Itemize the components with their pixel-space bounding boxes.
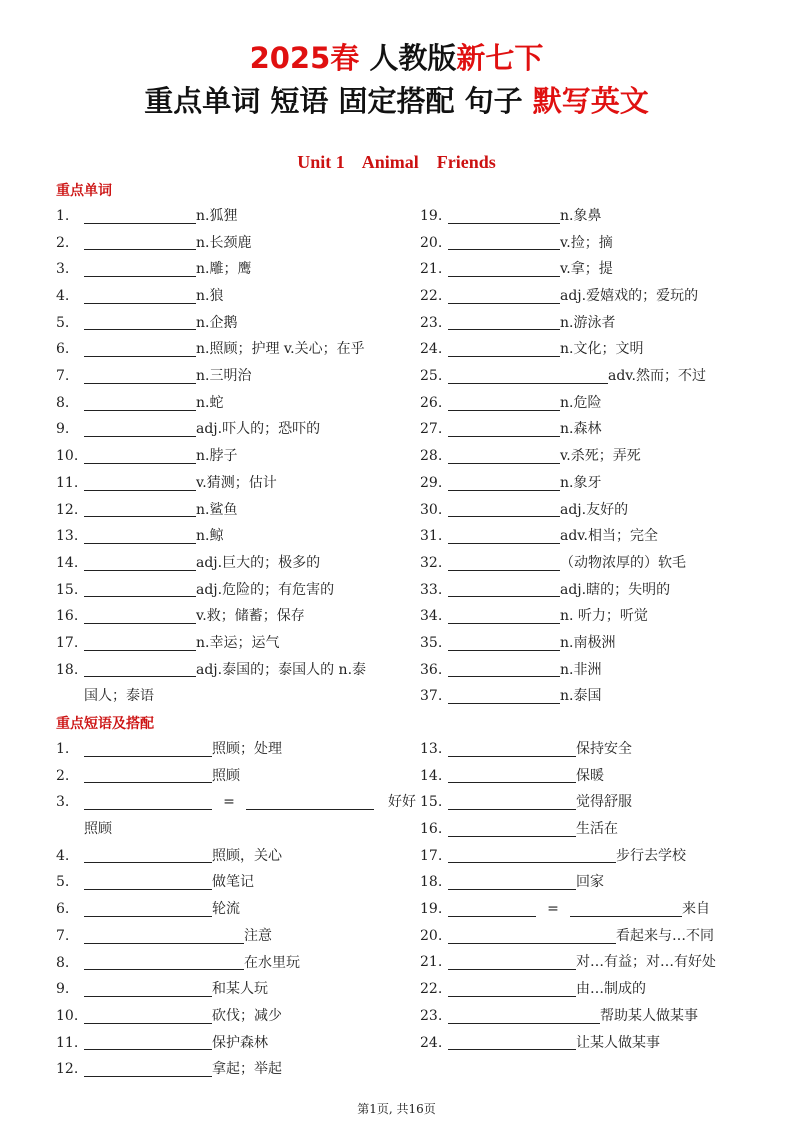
item-meaning: 保持安全 bbox=[576, 740, 632, 757]
item-meaning: n.雕；鹰 bbox=[196, 261, 252, 278]
answer-blank[interactable] bbox=[448, 207, 560, 224]
answer-blank[interactable] bbox=[84, 420, 196, 437]
item-meaning: 轮流 bbox=[212, 901, 240, 918]
words-right-column bbox=[420, 203, 780, 710]
answer-blank[interactable] bbox=[448, 420, 560, 437]
item-number: 12. bbox=[56, 1061, 79, 1078]
item-meaning: n. 听力；听觉 bbox=[560, 608, 648, 625]
item-meaning: 看起来与…不同 bbox=[616, 927, 714, 944]
item-meaning: n.脖子 bbox=[196, 448, 238, 465]
answer-blank[interactable] bbox=[84, 500, 196, 517]
item-meaning: 对…有益；对…有好处 bbox=[576, 954, 716, 971]
answer-blank[interactable] bbox=[84, 394, 196, 411]
item-number: 10. bbox=[56, 448, 79, 465]
answer-blank[interactable] bbox=[84, 580, 196, 597]
exercise-item bbox=[56, 869, 416, 896]
item-number: 2. bbox=[56, 234, 70, 251]
item-meaning: 照顾，关心 bbox=[212, 847, 282, 864]
exercise-item bbox=[56, 497, 416, 524]
item-meaning: n.南极洲 bbox=[560, 634, 616, 651]
item-number: 31. bbox=[420, 528, 443, 545]
answer-blank[interactable] bbox=[84, 367, 196, 384]
item-number: 34. bbox=[420, 608, 443, 625]
item-meaning: 砍伐；减少 bbox=[212, 1007, 282, 1024]
exercise-item bbox=[56, 203, 416, 230]
item-number: 16. bbox=[420, 821, 443, 838]
answer-blank[interactable] bbox=[448, 846, 616, 863]
exercise-item bbox=[420, 736, 780, 763]
answer-blank[interactable] bbox=[448, 394, 560, 411]
item-meaning: n.三明治 bbox=[196, 368, 252, 385]
item-meaning: n.象鼻 bbox=[560, 207, 602, 224]
exercise-item bbox=[56, 763, 416, 790]
item-number: 17. bbox=[420, 847, 443, 864]
item-meaning: adj.危险的；有危害的 bbox=[196, 581, 335, 598]
exercise-item bbox=[56, 923, 416, 950]
item-number: 13. bbox=[420, 740, 443, 757]
item-meaning: 保护森林 bbox=[212, 1034, 268, 1051]
exercise-item bbox=[420, 950, 780, 977]
exercise-item bbox=[420, 789, 780, 816]
exercise-item bbox=[420, 630, 780, 657]
item-meaning: n.象牙 bbox=[560, 474, 602, 491]
answer-blank[interactable] bbox=[448, 500, 560, 517]
item-number: 20. bbox=[420, 927, 443, 944]
item-meaning-continuation: 国人；泰语 bbox=[84, 688, 154, 705]
answer-blank[interactable] bbox=[84, 980, 212, 997]
item-meaning: n.幸运；运气 bbox=[196, 634, 280, 651]
title-line-2 bbox=[0, 82, 793, 120]
exercise-item bbox=[420, 283, 780, 310]
item-meaning: 好好 bbox=[388, 794, 416, 811]
exercise-item bbox=[56, 950, 416, 977]
exercise-item bbox=[56, 363, 416, 390]
answer-blank[interactable] bbox=[448, 233, 560, 250]
item-meaning: 生活在 bbox=[576, 821, 618, 838]
item-number: 1. bbox=[56, 207, 70, 224]
exercise-item bbox=[56, 256, 416, 283]
item-number: 20. bbox=[420, 234, 443, 251]
item-meaning: n.蛇 bbox=[196, 394, 224, 411]
answer-blank[interactable] bbox=[84, 793, 212, 810]
answer-blank[interactable] bbox=[448, 687, 560, 704]
item-meaning: n.文化；文明 bbox=[560, 341, 644, 358]
item-meaning: （动物浓厚的）软毛 bbox=[560, 554, 686, 571]
answer-blank[interactable] bbox=[84, 554, 196, 571]
exercise-item bbox=[420, 683, 780, 710]
item-meaning: adj.巨大的；极多的 bbox=[196, 554, 321, 571]
answer-blank[interactable] bbox=[448, 447, 560, 464]
item-number: 5. bbox=[56, 314, 70, 331]
item-number: 19. bbox=[420, 901, 443, 918]
exercise-item bbox=[56, 577, 416, 604]
exercise-item bbox=[420, 763, 780, 790]
exercise-item bbox=[420, 657, 780, 684]
answer-blank[interactable] bbox=[84, 900, 212, 917]
item-meaning: adj.爱嬉戏的；爱玩的 bbox=[560, 288, 699, 305]
answer-blank[interactable] bbox=[448, 634, 560, 651]
exercise-item bbox=[56, 470, 416, 497]
item-number: 23. bbox=[420, 314, 443, 331]
exercise-item bbox=[420, 869, 780, 896]
exercise-item bbox=[420, 523, 780, 550]
exercise-item bbox=[56, 1003, 416, 1030]
exercise-item bbox=[420, 230, 780, 257]
item-number: 1. bbox=[56, 740, 70, 757]
item-number: 11. bbox=[56, 1034, 79, 1051]
answer-blank[interactable] bbox=[448, 367, 608, 384]
item-meaning: 注意 bbox=[244, 927, 272, 944]
unit-title: Unit 1 Animal Friends bbox=[297, 152, 496, 172]
item-meaning: 觉得舒服 bbox=[576, 794, 632, 811]
title-segment: 默写英文 bbox=[532, 84, 649, 118]
item-number: 36. bbox=[420, 661, 443, 678]
exercise-item bbox=[56, 1056, 416, 1083]
exercise-item bbox=[420, 336, 780, 363]
phrases-left-column bbox=[56, 736, 416, 1083]
item-number: 5. bbox=[56, 874, 70, 891]
answer-blank[interactable] bbox=[84, 846, 212, 863]
item-number: 12. bbox=[56, 501, 79, 518]
item-meaning: 来自 bbox=[682, 901, 710, 918]
item-meaning: 由…制成的 bbox=[576, 981, 646, 998]
item-meaning: n.游泳者 bbox=[560, 314, 616, 331]
answer-blank[interactable] bbox=[448, 1007, 600, 1024]
item-number: 24. bbox=[420, 341, 443, 358]
item-number: 14. bbox=[420, 767, 443, 784]
answer-blank[interactable] bbox=[84, 1007, 212, 1024]
answer-blank[interactable] bbox=[84, 740, 212, 757]
answer-blank[interactable] bbox=[448, 260, 560, 277]
item-number: 23. bbox=[420, 1007, 443, 1024]
exercise-item bbox=[420, 310, 780, 337]
answer-blank[interactable] bbox=[448, 554, 560, 571]
item-number: 4. bbox=[56, 288, 70, 305]
item-number: 16. bbox=[56, 608, 79, 625]
exercise-item bbox=[420, 256, 780, 283]
answer-blank[interactable] bbox=[448, 927, 616, 944]
exercise-item bbox=[420, 816, 780, 843]
exercise-item bbox=[56, 976, 416, 1003]
exercise-item bbox=[420, 390, 780, 417]
item-meaning: 拿起；举起 bbox=[212, 1061, 282, 1078]
item-number: 7. bbox=[56, 927, 70, 944]
exercise-item bbox=[56, 336, 416, 363]
words-left-column bbox=[56, 203, 416, 710]
item-number: 32. bbox=[420, 554, 443, 571]
answer-blank[interactable] bbox=[448, 900, 536, 917]
title-line-1 bbox=[0, 40, 793, 76]
item-number: 28. bbox=[420, 448, 443, 465]
item-number: 22. bbox=[420, 981, 443, 998]
answer-blank[interactable] bbox=[448, 607, 560, 624]
answer-blank[interactable] bbox=[84, 207, 196, 224]
title-segment: 2025春 bbox=[249, 41, 370, 75]
item-number: 10. bbox=[56, 1007, 79, 1024]
exercise-item bbox=[56, 230, 416, 257]
exercise-item bbox=[420, 1003, 780, 1030]
item-number: 3. bbox=[56, 261, 70, 278]
exercise-item bbox=[420, 443, 780, 470]
exercise-item bbox=[56, 1030, 416, 1057]
answer-blank[interactable] bbox=[84, 313, 196, 330]
item-number: 25. bbox=[420, 368, 443, 385]
item-meaning: 照顾；处理 bbox=[212, 740, 282, 757]
exercise-item bbox=[420, 363, 780, 390]
exercise-item bbox=[420, 843, 780, 870]
answer-blank[interactable] bbox=[84, 873, 212, 890]
item-meaning: n.狼 bbox=[196, 288, 224, 305]
item-number: 8. bbox=[56, 394, 70, 411]
answer-blank[interactable] bbox=[84, 953, 244, 970]
item-number: 22. bbox=[420, 288, 443, 305]
exercise-item bbox=[56, 523, 416, 550]
exercise-item bbox=[420, 976, 780, 1003]
answer-blank[interactable] bbox=[570, 900, 682, 917]
exercise-item bbox=[56, 630, 416, 657]
item-meaning: n.森林 bbox=[560, 421, 602, 438]
answer-blank[interactable] bbox=[84, 660, 196, 677]
item-meaning: n.鲨鱼 bbox=[196, 501, 238, 518]
item-number: 11. bbox=[56, 474, 79, 491]
item-meaning: adj.吓人的；恐吓的 bbox=[196, 421, 321, 438]
answer-blank[interactable] bbox=[448, 660, 560, 677]
item-meaning: 保暖 bbox=[576, 767, 604, 784]
item-meaning: adj.瞎的；失明的 bbox=[560, 581, 671, 598]
answer-blank[interactable] bbox=[448, 340, 560, 357]
answer-blank[interactable] bbox=[246, 793, 374, 810]
item-meaning: n.照顾；护理 v.关心；在乎 bbox=[196, 341, 365, 358]
exercise-item bbox=[420, 577, 780, 604]
answer-blank[interactable] bbox=[84, 260, 196, 277]
exercise-item bbox=[420, 550, 780, 577]
item-number: 26. bbox=[420, 394, 443, 411]
item-meaning: n.鲸 bbox=[196, 528, 224, 545]
item-meaning: v.杀死；弄死 bbox=[560, 448, 641, 465]
item-number: 30. bbox=[420, 501, 443, 518]
item-meaning: 在水里玩 bbox=[244, 954, 300, 971]
answer-blank[interactable] bbox=[84, 474, 196, 491]
item-meaning: 做笔记 bbox=[212, 874, 254, 891]
exercise-item bbox=[56, 310, 416, 337]
exercise-item bbox=[420, 603, 780, 630]
item-meaning: 让某人做某事 bbox=[576, 1034, 660, 1051]
exercise-item bbox=[56, 843, 416, 870]
item-number: 37. bbox=[420, 688, 443, 705]
item-meaning: v.猜测；估计 bbox=[196, 474, 277, 491]
item-number: 2. bbox=[56, 767, 70, 784]
item-number: 21. bbox=[420, 954, 443, 971]
item-meaning: n.泰国 bbox=[560, 688, 602, 705]
title-segment: 新七下 bbox=[456, 41, 544, 75]
item-meaning-continuation: 照顾 bbox=[84, 821, 112, 838]
item-number: 29. bbox=[420, 474, 443, 491]
answer-blank[interactable] bbox=[448, 287, 560, 304]
item-number: 9. bbox=[56, 421, 70, 438]
item-meaning: 照顾 bbox=[212, 767, 240, 784]
exercise-item bbox=[420, 470, 780, 497]
item-meaning: n.危险 bbox=[560, 394, 602, 411]
item-meaning: adj.友好的 bbox=[560, 501, 629, 518]
answer-blank[interactable] bbox=[448, 873, 576, 890]
answer-blank[interactable] bbox=[448, 820, 576, 837]
answer-blank[interactable] bbox=[448, 474, 560, 491]
exercise-item bbox=[56, 736, 416, 763]
item-number: 6. bbox=[56, 901, 70, 918]
answer-blank[interactable] bbox=[448, 740, 576, 757]
answer-blank[interactable] bbox=[448, 313, 560, 330]
item-meaning: n.企鹅 bbox=[196, 314, 238, 331]
answer-blank[interactable] bbox=[84, 447, 196, 464]
answer-blank[interactable] bbox=[84, 233, 196, 250]
answer-blank[interactable] bbox=[84, 607, 196, 624]
item-number: 8. bbox=[56, 954, 70, 971]
exercise-item bbox=[420, 896, 780, 923]
item-number: 15. bbox=[420, 794, 443, 811]
answer-blank[interactable] bbox=[84, 634, 196, 651]
exercise-item bbox=[56, 390, 416, 417]
item-meaning: 帮助某人做某事 bbox=[600, 1007, 698, 1024]
exercise-item bbox=[56, 443, 416, 470]
answer-blank[interactable] bbox=[448, 1033, 576, 1050]
item-number: 27. bbox=[420, 421, 443, 438]
item-number: 21. bbox=[420, 261, 443, 278]
item-meaning: n.非洲 bbox=[560, 661, 602, 678]
page-footer: 第1页, 共16页 bbox=[357, 1102, 436, 1116]
answer-blank[interactable] bbox=[448, 580, 560, 597]
exercise-item bbox=[56, 283, 416, 310]
item-meaning: 回家 bbox=[576, 874, 604, 891]
item-number: 6. bbox=[56, 341, 70, 358]
exercise-item bbox=[56, 550, 416, 577]
exercise-item bbox=[420, 203, 780, 230]
title-segment: 重点单词 短语 固定搭配 句子 bbox=[144, 84, 533, 118]
exercise-item bbox=[420, 923, 780, 950]
item-meaning: 步行去学校 bbox=[616, 847, 686, 864]
exercise-item bbox=[56, 657, 416, 710]
words-section-title: 重点单词 bbox=[56, 183, 112, 199]
item-meaning: adj.泰国的；泰国人的 n.泰 bbox=[196, 661, 367, 678]
item-meaning: v.救；储蓄；保存 bbox=[196, 608, 305, 625]
item-meaning: n.狐狸 bbox=[196, 207, 238, 224]
item-meaning: v.捡；摘 bbox=[560, 234, 613, 251]
item-meaning: v.拿；提 bbox=[560, 261, 613, 278]
item-number: 14. bbox=[56, 554, 79, 571]
exercise-item bbox=[56, 603, 416, 630]
item-meaning: adv.然而；不过 bbox=[608, 368, 707, 385]
item-meaning: 和某人玩 bbox=[212, 981, 268, 998]
answer-blank[interactable] bbox=[448, 793, 576, 810]
equals-sign: = bbox=[547, 901, 559, 918]
answer-blank[interactable] bbox=[84, 766, 212, 783]
answer-blank[interactable] bbox=[84, 1033, 212, 1050]
item-number: 18. bbox=[56, 661, 79, 678]
exercise-item bbox=[56, 896, 416, 923]
item-number: 35. bbox=[420, 634, 443, 651]
exercise-item bbox=[420, 497, 780, 524]
item-meaning: adv.相当；完全 bbox=[560, 528, 659, 545]
item-number: 18. bbox=[420, 874, 443, 891]
item-number: 4. bbox=[56, 847, 70, 864]
item-number: 3. bbox=[56, 794, 70, 811]
item-number: 15. bbox=[56, 581, 79, 598]
answer-blank[interactable] bbox=[84, 927, 244, 944]
item-number: 19. bbox=[420, 207, 443, 224]
exercise-item bbox=[420, 417, 780, 444]
exercise-item bbox=[56, 417, 416, 444]
answer-blank[interactable] bbox=[84, 527, 196, 544]
item-number: 33. bbox=[420, 581, 443, 598]
phrases-section-title: 重点短语及搭配 bbox=[56, 716, 154, 732]
item-number: 13. bbox=[56, 528, 79, 545]
item-number: 9. bbox=[56, 981, 70, 998]
phrases-right-column bbox=[420, 736, 780, 1056]
exercise-item bbox=[420, 1030, 780, 1057]
answer-blank[interactable] bbox=[84, 1060, 212, 1077]
item-number: 24. bbox=[420, 1034, 443, 1051]
title-segment: 人教版 bbox=[369, 41, 457, 75]
answer-blank[interactable] bbox=[448, 527, 560, 544]
answer-blank[interactable] bbox=[448, 766, 576, 783]
answer-blank[interactable] bbox=[84, 287, 196, 304]
answer-blank[interactable] bbox=[448, 980, 576, 997]
item-number: 7. bbox=[56, 368, 70, 385]
equals-sign: = bbox=[223, 794, 235, 811]
exercise-item bbox=[56, 789, 416, 842]
answer-blank[interactable] bbox=[448, 953, 576, 970]
answer-blank[interactable] bbox=[84, 340, 196, 357]
item-number: 17. bbox=[56, 634, 79, 651]
item-meaning: n.长颈鹿 bbox=[196, 234, 252, 251]
